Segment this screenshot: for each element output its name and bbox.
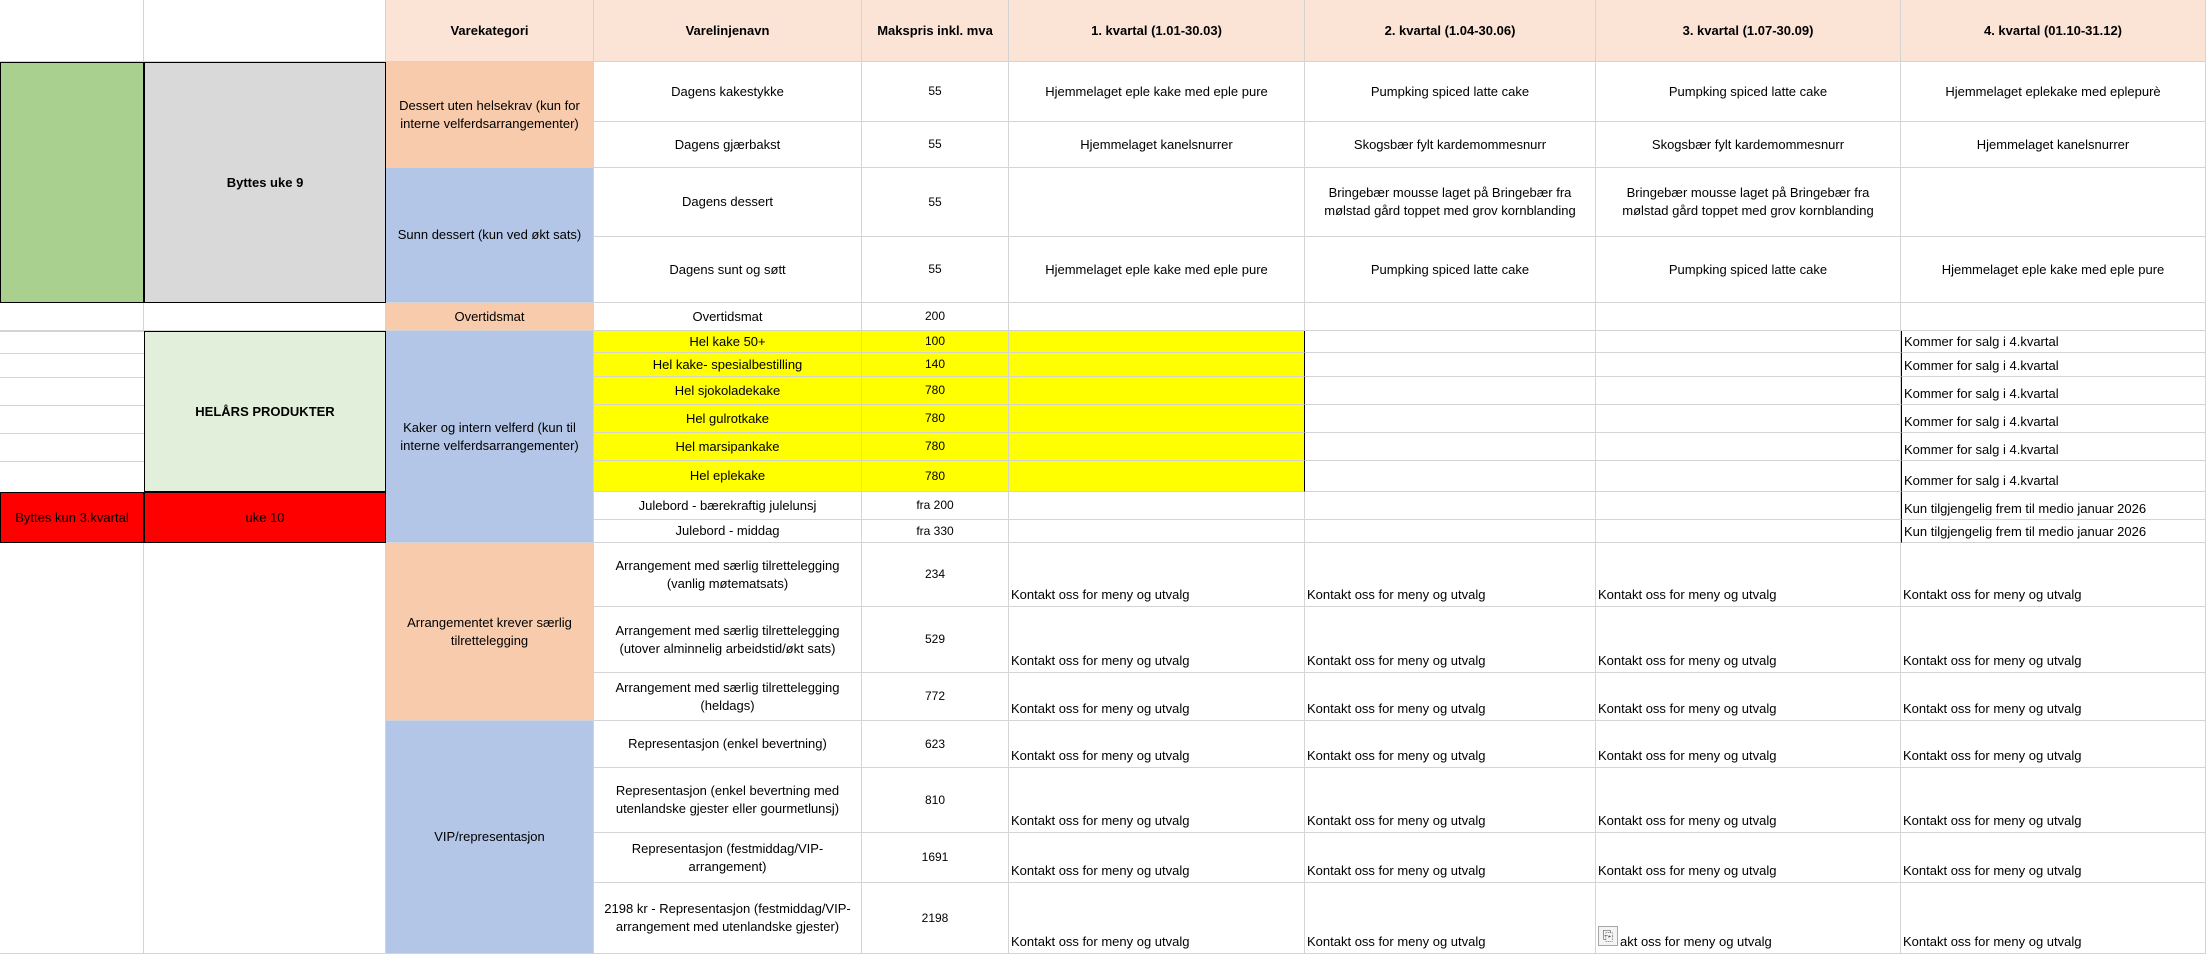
table-row-q4[interactable]: Hjemmelaget kanelsnurrer (1901, 122, 2206, 168)
table-row-q1[interactable] (1009, 461, 1305, 492)
table-row-q3[interactable]: Kontakt oss for meny og utvalg (1596, 721, 1901, 768)
table-row-q1[interactable] (1009, 405, 1305, 433)
table-row-q2[interactable]: Kontakt oss for meny og utvalg (1305, 543, 1596, 607)
table-row-q3[interactable]: Bringebær mousse laget på Bringebær fra mølstad gård toppet med grov kornblanding (1596, 168, 1901, 237)
table-row-price[interactable]: 1691 (862, 833, 1009, 883)
table-row-q4[interactable]: Kontakt oss for meny og utvalg (1901, 607, 2206, 673)
table-row-q3[interactable] (1596, 433, 1901, 461)
empty-left-d[interactable] (144, 543, 386, 954)
table-row-name[interactable]: Dagens gjærbakst (594, 122, 862, 168)
table-row-price[interactable]: fra 330 (862, 520, 1009, 543)
category-sunn-dessert[interactable]: Sunn dessert (kun ved økt sats) (386, 168, 594, 303)
category-vip-representasjon[interactable]: VIP/representasjon (386, 721, 594, 954)
table-row-q2[interactable]: Kontakt oss for meny og utvalg (1305, 768, 1596, 833)
helars-produkter-label[interactable]: HELÅRS PRODUKTER (144, 331, 386, 492)
table-row-q4[interactable]: Kommer for salg i 4.kvartal (1901, 353, 2206, 377)
table-row-q2[interactable] (1305, 377, 1596, 405)
table-row-q4[interactable]: Kontakt oss for meny og utvalg (1901, 721, 2206, 768)
table-row-q3[interactable] (1596, 331, 1901, 353)
table-row-q1[interactable]: Hjemmelaget eple kake med eple pure (1009, 62, 1305, 122)
table-row-price[interactable]: fra 200 (862, 492, 1009, 520)
table-row-q3[interactable]: Kontakt oss for meny og utvalg (1596, 607, 1901, 673)
table-row-price[interactable]: 234 (862, 543, 1009, 607)
table-row-price[interactable]: 780 (862, 377, 1009, 405)
byttes-kun-3kvartal-label[interactable]: Byttes kun 3.kvartal (0, 492, 144, 543)
table-row-name[interactable]: Arrangement med særlig tilrettelegging (utover alminnelig arbeidstid/økt sats) (594, 607, 862, 673)
table-row-name[interactable]: Representasjon (festmiddag/VIP-arrangement) (594, 833, 862, 883)
table-row-price[interactable]: 780 (862, 433, 1009, 461)
table-row-q2[interactable] (1305, 405, 1596, 433)
table-row-q1[interactable] (1009, 492, 1305, 520)
table-row-price[interactable]: 200 (862, 303, 1009, 331)
table-row-q2[interactable] (1305, 461, 1596, 492)
category-dessert-uten-helsekrav[interactable]: Dessert uten helsekrav (kun for interne velferdsarrangementer) (386, 62, 594, 168)
table-row-q3[interactable]: Pumpking spiced latte cake (1596, 62, 1901, 122)
table-row-price[interactable]: 140 (862, 353, 1009, 377)
table-row-q2[interactable] (1305, 331, 1596, 353)
table-row-q2[interactable]: Pumpking spiced latte cake (1305, 237, 1596, 303)
table-row-q1[interactable]: Kontakt oss for meny og utvalg (1009, 768, 1305, 833)
header-varekategori[interactable]: Varekategori (386, 0, 594, 62)
table-row-q4[interactable] (1901, 303, 2206, 331)
table-row-q3[interactable] (1596, 353, 1901, 377)
table-row-q3[interactable]: Kontakt oss for meny og utvalg (1596, 833, 1901, 883)
table-row-q2[interactable] (1305, 353, 1596, 377)
table-row-q4[interactable]: Kun tilgjengelig frem til medio januar 2026 (1901, 520, 2206, 543)
header-q1[interactable]: 1. kvartal (1.01-30.03) (1009, 0, 1305, 62)
table-row-price[interactable]: 529 (862, 607, 1009, 673)
header-q4[interactable]: 4. kvartal (01.10-31.12) (1901, 0, 2206, 62)
corner-cell-b[interactable] (144, 0, 386, 62)
empty-left-c[interactable] (0, 543, 144, 954)
table-row-q2[interactable]: Kontakt oss for meny og utvalg (1305, 883, 1596, 954)
table-row-price[interactable]: 100 (862, 331, 1009, 353)
table-row-q3[interactable] (1596, 377, 1901, 405)
table-row-q3[interactable]: Pumpking spiced latte cake (1596, 237, 1901, 303)
table-row-name[interactable]: Hel sjokoladekake (594, 377, 862, 405)
category-arrangement[interactable]: Arrangementet krever særlig tilrettelegging (386, 543, 594, 721)
table-row-name[interactable]: Arrangement med særlig tilrettelegging (heldags) (594, 673, 862, 721)
header-varelinjenavn[interactable]: Varelinjenavn (594, 0, 862, 62)
table-row-price[interactable]: 55 (862, 62, 1009, 122)
table-row-name[interactable]: Hel kake- spesialbestilling (594, 353, 862, 377)
table-row-q3[interactable] (1596, 461, 1901, 492)
table-row-q1[interactable]: Kontakt oss for meny og utvalg (1009, 607, 1305, 673)
table-row-q1[interactable]: Kontakt oss for meny og utvalg (1009, 673, 1305, 721)
table-row-q4[interactable]: Kommer for salg i 4.kvartal (1901, 433, 2206, 461)
table-row-name[interactable]: Dagens dessert (594, 168, 862, 237)
table-row-price[interactable]: 55 (862, 237, 1009, 303)
table-row-q2[interactable] (1305, 433, 1596, 461)
table-row-q1[interactable]: Kontakt oss for meny og utvalg (1009, 883, 1305, 954)
table-row-q2[interactable]: Bringebær mousse laget på Bringebær fra mølstad gård toppet med grov kornblanding (1305, 168, 1596, 237)
table-row-price[interactable]: 55 (862, 122, 1009, 168)
table-row-q4[interactable]: Kommer for salg i 4.kvartal (1901, 377, 2206, 405)
table-row-q4[interactable]: Kontakt oss for meny og utvalg (1901, 883, 2206, 954)
table-row-name[interactable]: Hel gulrotkake (594, 405, 862, 433)
table-row-q4[interactable]: Kontakt oss for meny og utvalg (1901, 768, 2206, 833)
table-row-q1[interactable]: Kontakt oss for meny og utvalg (1009, 721, 1305, 768)
byttes-uke9-label[interactable]: Byttes uke 9 (144, 62, 386, 303)
table-row-q2[interactable] (1305, 303, 1596, 331)
table-row-name[interactable]: Representasjon (enkel bevertning) (594, 721, 862, 768)
table-row-q3[interactable] (1596, 492, 1901, 520)
table-row-q2[interactable]: Kontakt oss for meny og utvalg (1305, 833, 1596, 883)
table-row-q2[interactable]: Kontakt oss for meny og utvalg (1305, 673, 1596, 721)
table-row-q4[interactable] (1901, 168, 2206, 237)
table-row-q3[interactable] (1596, 405, 1901, 433)
table-row-name[interactable]: Julebord - bærekraftig julelunsj (594, 492, 862, 520)
table-row-q4[interactable]: Hjemmelaget eple kake med eple pure (1901, 237, 2206, 303)
table-row-q4[interactable]: Kun tilgjengelig frem til medio januar 2026 (1901, 492, 2206, 520)
table-row-q2[interactable]: Pumpking spiced latte cake (1305, 62, 1596, 122)
table-row-q4[interactable]: Kommer for salg i 4.kvartal (1901, 405, 2206, 433)
table-row-price[interactable]: 623 (862, 721, 1009, 768)
header-q3[interactable]: 3. kvartal (1.07-30.09) (1596, 0, 1901, 62)
table-row-name[interactable]: Overtidsmat (594, 303, 862, 331)
table-row-price[interactable]: 810 (862, 768, 1009, 833)
category-kaker-intern-velferd[interactable]: Kaker og intern velferd (kun til interne velferdsarrangementer) (386, 331, 594, 543)
paste-options-icon[interactable]: ⎘ (1598, 926, 1618, 946)
table-row-q3[interactable]: Kontakt oss for meny og utvalg (1596, 673, 1901, 721)
table-row-q4[interactable]: Kontakt oss for meny og utvalg (1901, 543, 2206, 607)
table-row-price[interactable]: 2198 (862, 883, 1009, 954)
table-row-name[interactable]: Hel marsipankake (594, 433, 862, 461)
table-row-q2[interactable]: Kontakt oss for meny og utvalg (1305, 607, 1596, 673)
table-row-q4[interactable]: Hjemmelaget eplekake med eplepurè (1901, 62, 2206, 122)
table-row-name[interactable]: Arrangement med særlig tilrettelegging (vanlig møtematsats) (594, 543, 862, 607)
table-row-q1[interactable] (1009, 520, 1305, 543)
table-row-q3[interactable]: akt oss for meny og utvalg (1596, 883, 1901, 954)
header-makspris[interactable]: Makspris inkl. mva (862, 0, 1009, 62)
uke10-label[interactable]: uke 10 (144, 492, 386, 543)
table-row-q1[interactable] (1009, 168, 1305, 237)
green-block[interactable] (0, 62, 144, 303)
table-row-q4[interactable]: Kontakt oss for meny og utvalg (1901, 833, 2206, 883)
table-row-q2[interactable] (1305, 520, 1596, 543)
table-row-name[interactable]: Hel kake 50+ (594, 331, 862, 353)
table-row-q1[interactable] (1009, 303, 1305, 331)
table-row-name[interactable]: Julebord - middag (594, 520, 862, 543)
table-row-q2[interactable] (1305, 492, 1596, 520)
table-row-q1[interactable]: Kontakt oss for meny og utvalg (1009, 543, 1305, 607)
table-row-q1[interactable] (1009, 353, 1305, 377)
table-row-price[interactable]: 772 (862, 673, 1009, 721)
table-row-q3[interactable] (1596, 303, 1901, 331)
table-row-name[interactable]: Representasjon (enkel bevertning med utenlandske gjester eller gourmetlunsj) (594, 768, 862, 833)
table-row-price[interactable]: 780 (862, 461, 1009, 492)
table-row-q1[interactable] (1009, 433, 1305, 461)
table-row-name[interactable]: Dagens sunt og søtt (594, 237, 862, 303)
table-row-price[interactable]: 55 (862, 168, 1009, 237)
table-row-q4[interactable]: Kontakt oss for meny og utvalg (1901, 673, 2206, 721)
table-row-q2[interactable]: Skogsbær fylt kardemommesnurr (1305, 122, 1596, 168)
table-row-q2[interactable]: Kontakt oss for meny og utvalg (1305, 721, 1596, 768)
table-row-q1[interactable] (1009, 331, 1305, 353)
table-row-q3[interactable]: Skogsbær fylt kardemommesnurr (1596, 122, 1901, 168)
table-row-q1[interactable]: Hjemmelaget kanelsnurrer (1009, 122, 1305, 168)
table-row-price[interactable]: 780 (862, 405, 1009, 433)
table-row-q3[interactable] (1596, 520, 1901, 543)
table-row-name[interactable]: Hel eplekake (594, 461, 862, 492)
category-overtidsmat[interactable]: Overtidsmat (386, 303, 594, 331)
table-row-name[interactable]: Dagens kakestykke (594, 62, 862, 122)
table-row-q1[interactable]: Hjemmelaget eple kake med eple pure (1009, 237, 1305, 303)
table-row-q3[interactable]: Kontakt oss for meny og utvalg (1596, 543, 1901, 607)
table-row-q4[interactable]: Kommer for salg i 4.kvartal (1901, 461, 2206, 492)
header-q2[interactable]: 2. kvartal (1.04-30.06) (1305, 0, 1596, 62)
empty-left-b[interactable] (144, 303, 386, 331)
empty-left-a[interactable] (0, 303, 144, 331)
table-row-q4[interactable]: Kommer for salg i 4.kvartal (1901, 331, 2206, 353)
table-row-q1[interactable] (1009, 377, 1305, 405)
table-row-q3[interactable]: Kontakt oss for meny og utvalg (1596, 768, 1901, 833)
corner-cell-a[interactable] (0, 0, 144, 62)
table-row-name[interactable]: 2198 kr - Representasjon (festmiddag/VIP-arrangement med utenlandske gjester) (594, 883, 862, 954)
table-row-q1[interactable]: Kontakt oss for meny og utvalg (1009, 833, 1305, 883)
